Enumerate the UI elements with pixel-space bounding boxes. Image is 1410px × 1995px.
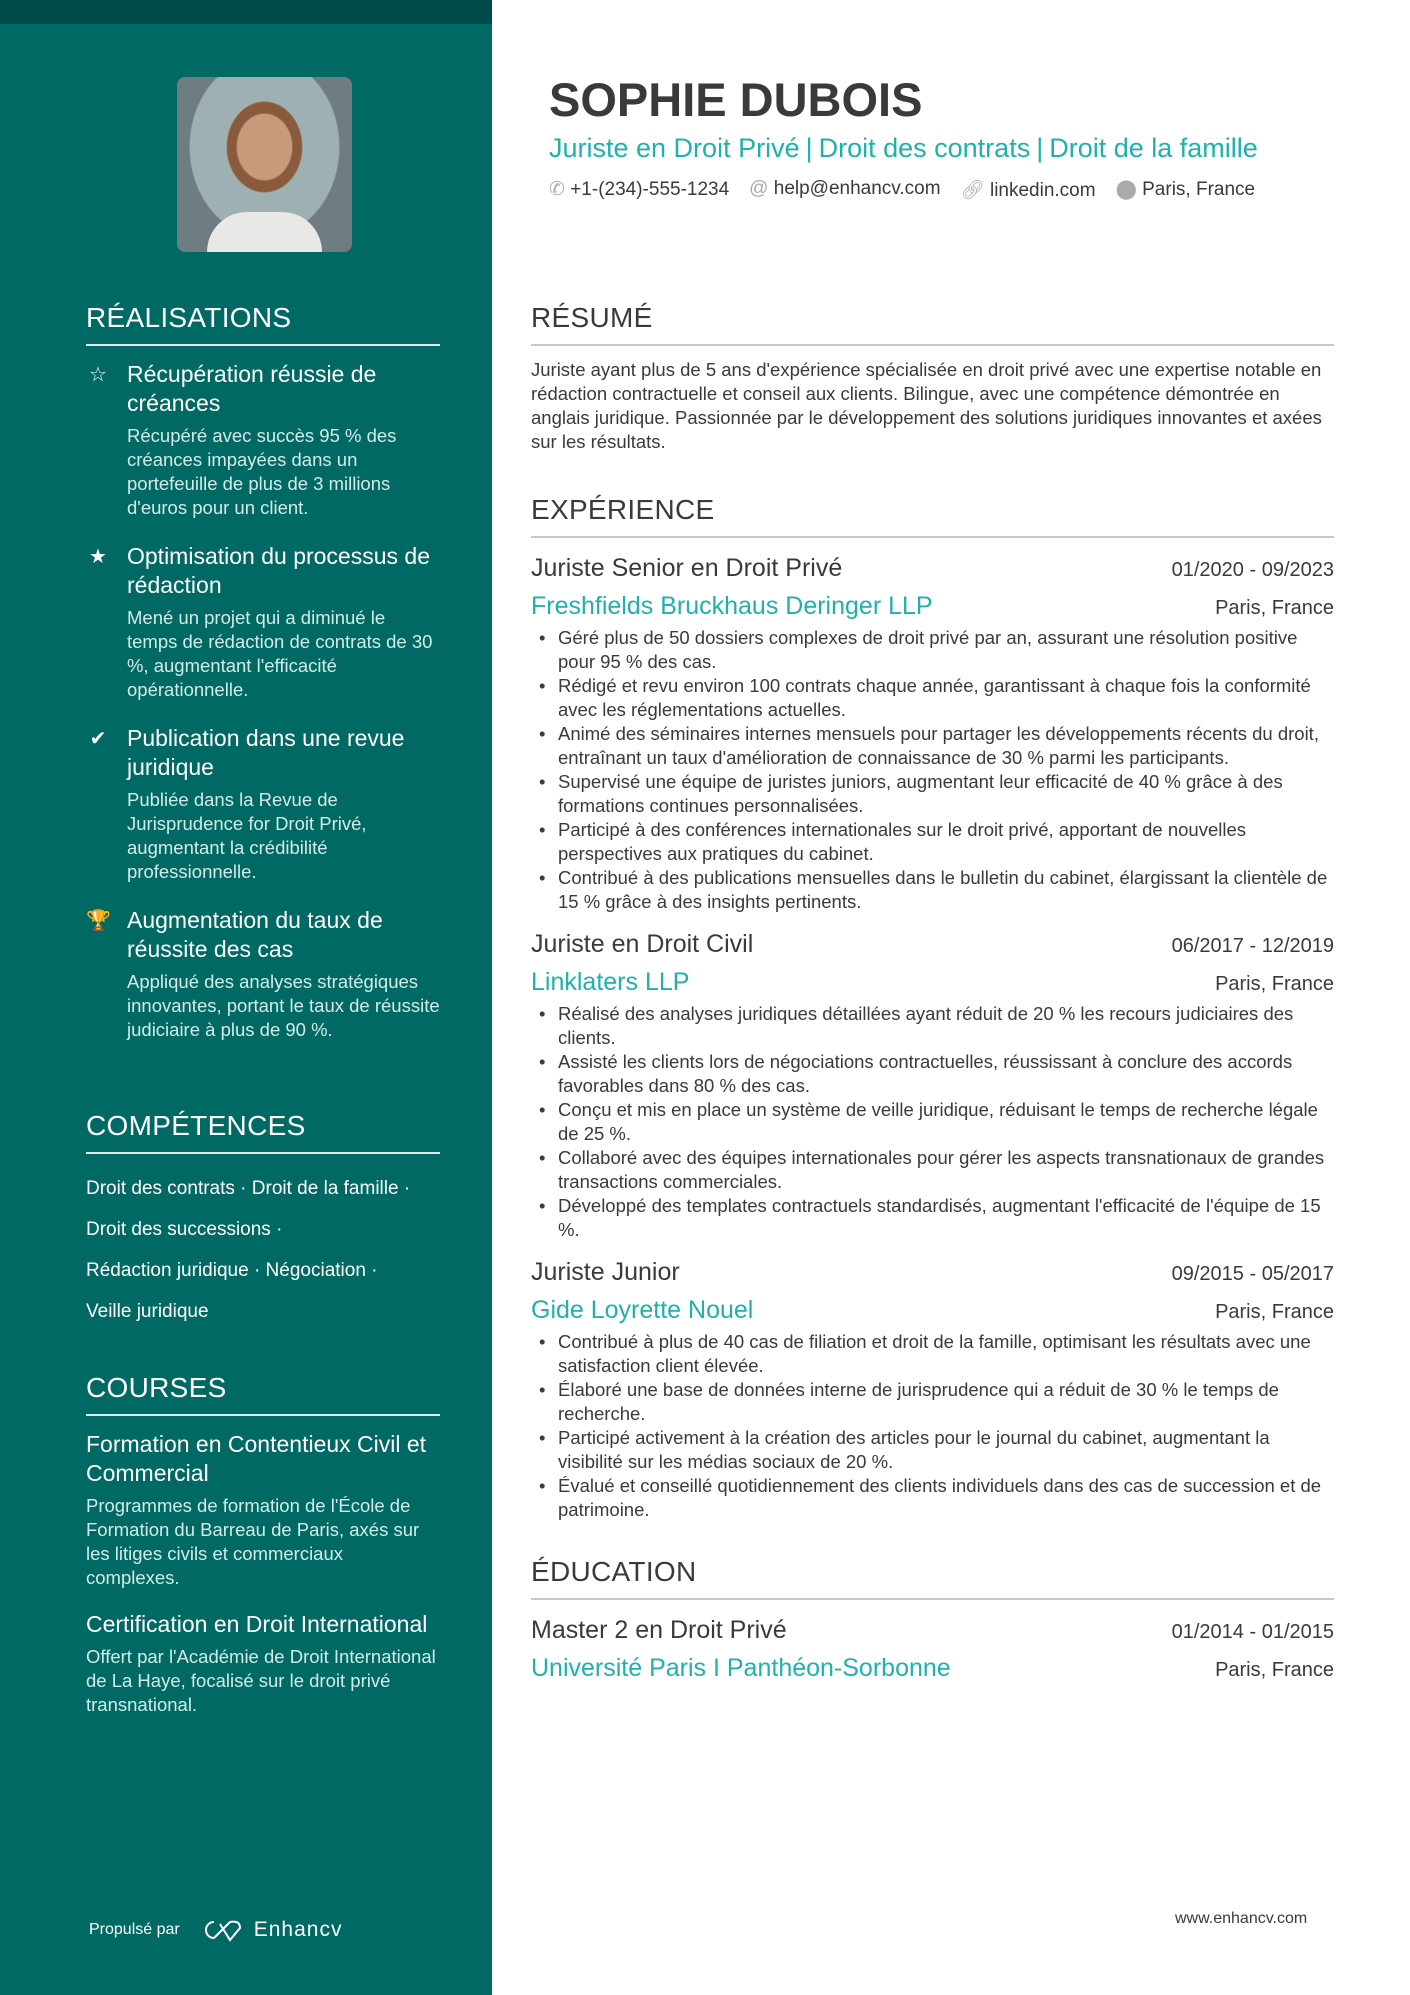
achievement-title: Publication dans une revue juridique [127, 725, 405, 780]
course-item [86, 1610, 440, 1717]
phone-icon: ✆ [549, 179, 565, 200]
courses-heading: COURSES [86, 1372, 440, 1416]
summary-text: Juriste ayant plus de 5 ans d'expérience spécialisée en droit privé avec une expertise notable en rédaction contractuelle et conseil aux clients. Bilingue, avec une compétence démontrée en anglais juridique. Passionnée par le développement des solutions juridiques innovantes et axées sur les résultats. [531, 359, 1322, 452]
job-location: Paris, France [1215, 1301, 1334, 1323]
job-bullet: • Élaboré une base de données interne de jurisprudence qui a réduit de 30 % le temps de recherche. [531, 1378, 1334, 1426]
achievements-heading: RÉALISATIONS [86, 302, 440, 346]
enhancv-logo-icon [200, 1918, 246, 1942]
powered-by-label: Propulsé par [89, 1921, 180, 1938]
achievement-desc: Appliqué des analyses stratégiques innovantes, portant le taux de réussite judiciaire à plus de 90 %. [127, 971, 440, 1040]
title-item: Droit de la famille [1049, 133, 1258, 163]
job-bullet: • Conçu et mis en place un système de veille juridique, réduisant le temps de recherche légale de 25 %. [531, 1098, 1334, 1146]
job-dates: 06/2017 - 12/2019 [1171, 935, 1334, 957]
job-dates: 09/2015 - 05/2017 [1171, 1263, 1334, 1285]
job-entry [531, 1254, 1334, 1522]
summary-heading: RÉSUMÉ [531, 302, 1334, 346]
location-icon: ⬤ [1115, 179, 1137, 200]
course-title: Certification en Droit International [86, 1611, 428, 1637]
course-title: Formation en Contentieux Civil et Commercial [86, 1431, 427, 1486]
job-bullet: • Développé des templates contractuels standardisés, augmentant l'efficacité de l'équipe de 15 %. [531, 1194, 1334, 1242]
courses-section [86, 1372, 440, 1737]
star-half-icon: ★ [89, 546, 107, 568]
job-bullet: • Contribué à plus de 40 cas de filiation et droit de la famille, optimisant les résultats avec une satisfaction client élevée. [531, 1330, 1334, 1378]
education-entry [531, 1612, 1334, 1688]
star-icon: ☆ [89, 364, 107, 386]
main-content [531, 302, 1334, 1688]
skills-line: Droit des successions · [86, 1219, 283, 1240]
job-role: Juriste Senior en Droit Privé [531, 554, 843, 582]
job-role: Juriste Junior [531, 1258, 680, 1286]
achievements-section [86, 302, 440, 1064]
skills-section [86, 1110, 440, 1332]
candidate-name: SOPHIE DUBOIS [549, 73, 923, 126]
job-bullet: • Collaboré avec des équipes internationales pour gérer les aspects transnationaux de grandes transactions commerciales. [531, 1146, 1334, 1194]
job-dates: 01/2020 - 09/2023 [1171, 559, 1334, 581]
job-company: Gide Loyrette Nouel [531, 1296, 754, 1324]
achievement-item [86, 542, 440, 702]
header [549, 72, 1258, 202]
skills-heading: COMPÉTENCES [86, 1110, 440, 1154]
powered-by [89, 1918, 342, 1942]
job-bullet: • Rédigé et revu environ 100 contrats chaque année, garantissant à chaque fois la conformité avec les réglementations actuelles. [531, 674, 1334, 722]
job-titles: Juriste en Droit Privé | Droit des contrats | Droit de la famille [549, 133, 1258, 163]
school: Université Paris I Panthéon-Sorbonne [531, 1654, 951, 1682]
course-desc: Offert par l'Académie de Droit International de La Haye, focalisé sur le droit privé transnational. [86, 1646, 436, 1715]
job-bullet: • Réalisé des analyses juridiques détaillées ayant réduit de 20 % les recours judiciaires des clients. [531, 1002, 1334, 1050]
job-location: Paris, France [1215, 597, 1334, 619]
contact-phone[interactable]: ✆ +1-(234)-555-1234 [549, 179, 730, 200]
course-item [86, 1430, 440, 1590]
sidebar [0, 0, 492, 1995]
job-bullet: • Géré plus de 50 dossiers complexes de droit privé par an, assurant une résolution positive pour 95 % des cas. [531, 626, 1334, 674]
trophy-icon: 🏆 [86, 910, 111, 932]
education-location: Paris, France [1215, 1659, 1334, 1681]
brand-name: Enhancv [253, 1918, 343, 1941]
profile-photo [177, 77, 352, 252]
skills-line: Rédaction juridique · Négociation · [86, 1260, 378, 1281]
job-location: Paris, France [1215, 973, 1334, 995]
job-bullet: • Supervisé une équipe de juristes juniors, augmentant leur efficacité de 40 % grâce à des formations continues personnalisées. [531, 770, 1334, 818]
achievement-item [86, 360, 440, 520]
education-heading: ÉDUCATION [531, 1556, 1334, 1600]
achievement-desc: Récupéré avec succès 95 % des créances impayées dans un portefeuille de plus de 3 millions d'euros pour un client. [127, 425, 397, 518]
job-company: Freshfields Bruckhaus Deringer LLP [531, 592, 933, 620]
course-desc: Programmes de formation de l'École de Formation du Barreau de Paris, axés sur les litiges civils et commerciaux complexes. [86, 1495, 420, 1588]
footer-url[interactable]: www.enhancv.com [1175, 1910, 1308, 1927]
job-bullet: • Assisté les clients lors de négociations contractuelles, réussissant à conclure des accords favorables dans 80 % des cas. [531, 1050, 1334, 1098]
contact-linkedin[interactable]: 🔗︎ linkedin.com [960, 180, 1096, 201]
job-company: Linklaters LLP [531, 968, 690, 996]
top-band [0, 0, 492, 24]
education-dates: 01/2014 - 01/2015 [1171, 1621, 1334, 1643]
contact-email[interactable]: @ help@enhancv.com [749, 178, 941, 199]
link-icon: 🔗︎ [960, 180, 985, 201]
degree: Master 2 en Droit Privé [531, 1616, 787, 1644]
achievement-item [86, 906, 440, 1042]
achievement-desc: Publiée dans la Revue de Jurisprudence for Droit Privé, augmentant la crédibilité professionnelle. [127, 789, 367, 882]
at-icon: @ [749, 178, 769, 199]
check-icon: ✔ [89, 728, 107, 750]
achievement-desc: Mené un projet qui a diminué le temps de rédaction de contrats de 30 %, augmentant l'efficacité opérationnelle. [127, 607, 433, 700]
enhancv-logo [200, 1918, 343, 1942]
job-bullet: • Participé à des conférences internationales sur le droit privé, apportant de nouvelles perspectives aux pratiques du cabinet. [531, 818, 1334, 866]
job-bullet: • Évalué et conseillé quotidiennement des clients individuels dans des cas de succession et de patrimoine. [531, 1474, 1334, 1522]
skills-line: Veille juridique [86, 1301, 209, 1322]
achievement-title: Optimisation du processus de rédaction [127, 543, 430, 598]
job-role: Juriste en Droit Civil [531, 930, 754, 958]
job-bullet: • Contribué à des publications mensuelles dans le bulletin du cabinet, élargissant la clientèle de 15 % grâce à des insights pertinents. [531, 866, 1334, 914]
achievement-item [86, 724, 440, 884]
skills-line: Droit des contrats · Droit de la famille · [86, 1178, 411, 1199]
achievement-title: Augmentation du taux de réussite des cas [127, 907, 383, 962]
job-entry [531, 926, 1334, 1242]
contact-row [549, 178, 1258, 202]
job-entry [531, 550, 1334, 914]
title-item: Juriste en Droit Privé [549, 133, 800, 163]
achievement-title: Récupération réussie de créances [127, 361, 377, 416]
experience-heading: EXPÉRIENCE [531, 494, 1334, 538]
job-bullet: • Participé activement à la création des articles pour le journal du cabinet, augmentant la visibilité sur les médias sociaux de 20 %. [531, 1426, 1334, 1474]
contact-location: ⬤ Paris, France [1115, 179, 1256, 200]
job-bullet: • Animé des séminaires internes mensuels pour partager les développements récents du droit, entraînant un taux d'amélioration de connaissance de 30 % parmi les participants. [531, 722, 1334, 770]
title-item: Droit des contrats [818, 133, 1031, 163]
